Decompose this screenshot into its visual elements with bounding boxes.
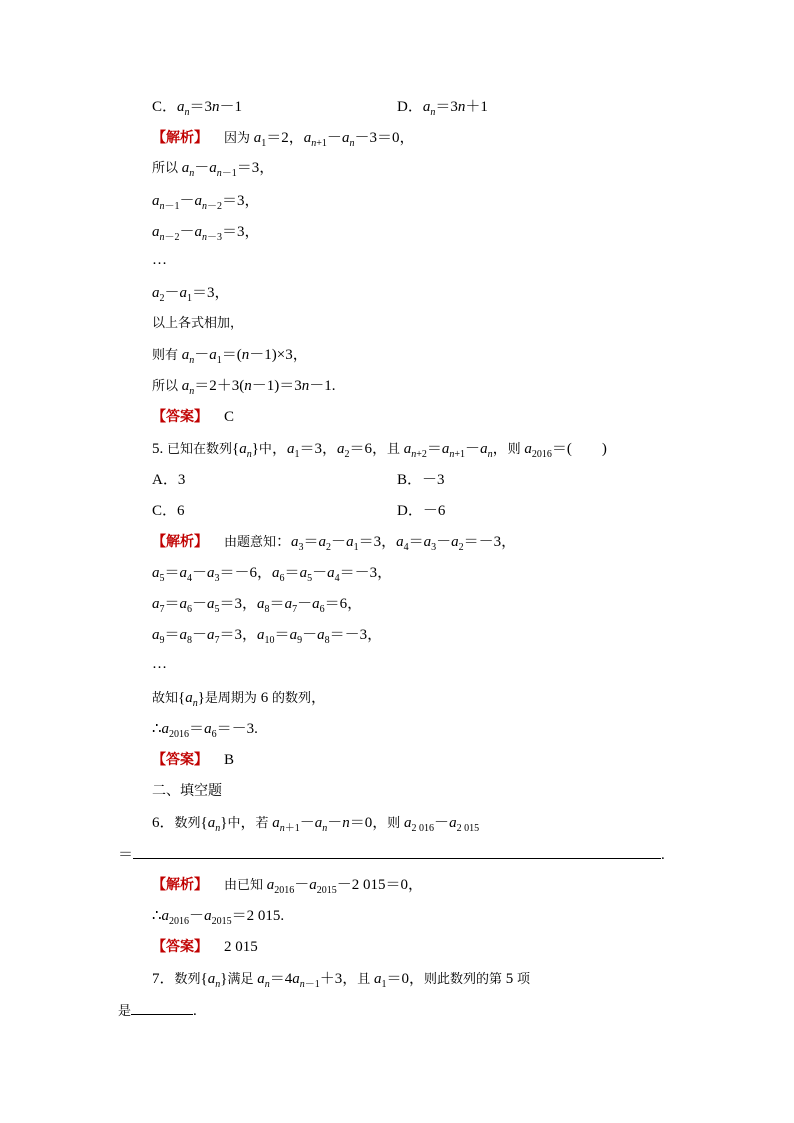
step-line: $a_5=a_4-a_3=-6$，$a_6=a_5-a_4=-3$， [152,565,393,584]
answer-tag: 【答案】 [152,409,208,425]
option-c: C．$a_n=3n-1$ [152,99,243,118]
answer-value: C [224,409,235,425]
step-line: $a_9=a_8-a_7=3$，$a_{10}=a_9-a_8=-3$， [152,627,383,646]
step-line: $\therefore a_{2016}-a_{2015}=2$ 015. [152,908,285,927]
analysis-line: 【解析】 由已知 $a_{2016}-a_{2015}-2$ 015＝0， [152,877,424,896]
step-line: $a_{n-2}-a_{n-3}=3$， [152,224,260,243]
step-line: $a_2-a_1=3$， [152,285,230,304]
question-5: 5. 已知在数列$\{a_n\}$中，$a_1=3$，$a_2=6$，且 $a_{n+2}=a_{n+1}-a_n$，则 $a_{2016}=$( ) [152,441,607,460]
analysis-tag: 【解析】 [152,130,208,146]
step-line: $a_7=a_6-a_5=3$，$a_8=a_7-a_6=6$， [152,596,363,615]
step-line: 所以 $a_n=2+3(n-1)=3n-1$. [152,378,336,397]
option-b: B．－3 [397,472,445,488]
analysis-line: 【解析】 因为 $a_1=2$，$a_{n+1}-a_n-3=0$， [152,130,415,149]
answer-value: 2 015 [224,939,258,955]
answer-blank[interactable] [131,1000,193,1015]
ellipsis: … [152,252,167,268]
question-6-blank-line: ＝ . [118,844,665,865]
option-c: C．6 [152,503,185,519]
step-line: 则有 $a_n-a_1=(n-1)\times 3$， [152,347,308,366]
analysis-tag: 【解析】 [152,534,208,550]
step-line: $\therefore a_{2016}=a_6=-3$. [152,721,258,740]
step-line: 以上各式相加， [152,316,244,331]
analysis-line: 【解析】 由题意知：$a_3=a_2-a_1=3$，$a_4=a_3-a_2=-3$， [152,534,517,553]
step-line: 故知$\{a_n\}$是周期为 6 的数列， [152,690,326,709]
option-d: D．$a_n=3n+1$ [397,99,488,118]
answer-line [152,750,234,770]
answer-blank[interactable] [133,844,661,859]
answer-tag: 【答案】 [152,752,208,768]
step-line: 所以 $a_n-a_{n-1}=3$， [152,160,275,179]
option-d: D．－6 [397,503,446,519]
answer-value: B [224,752,235,768]
answer-tag: 【答案】 [152,939,208,955]
answer-line [152,937,258,957]
analysis-tag: 【解析】 [152,877,208,893]
question-6: 6．数列$\{a_n\}$中，若 $a_{n+1}-a_n-n=0$，则 $a_{2 016}-a_{2 015}$ [152,815,480,834]
step-line: $a_{n-1}-a_{n-2}=3$， [152,193,260,212]
section-heading: 二、填空题 [152,783,222,799]
option-a: A．3 [152,472,186,488]
ellipsis: … [152,656,167,672]
answer-line [152,407,234,427]
question-7-blank-line: 是 . [118,1000,197,1022]
question-7: 7．数列$\{a_n\}$满足 $a_n=4a_{n-1}+3$，且 $a_1=0$，则此数列的第 5 项 [152,971,531,990]
